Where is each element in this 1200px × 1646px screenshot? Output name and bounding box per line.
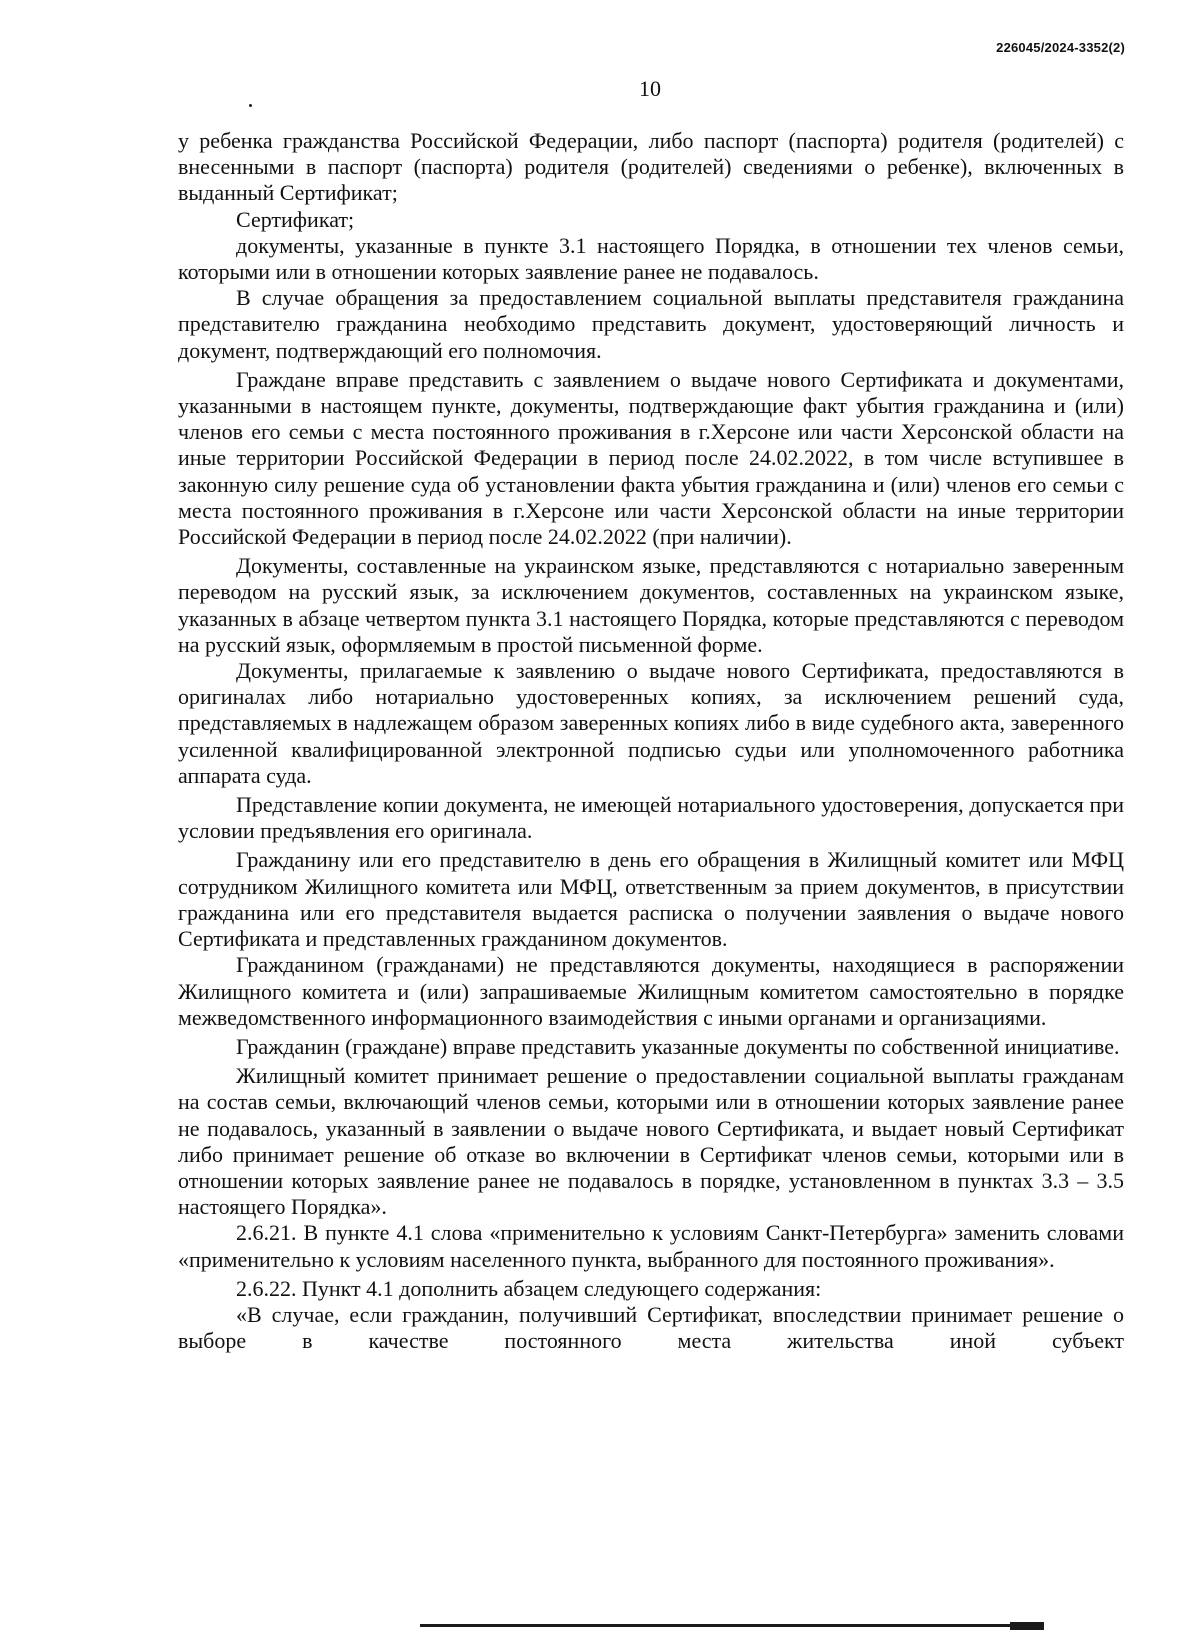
- paragraph: документы, указанные в пункте 3.1 настоящего Порядка, в отношении тех членов семьи, которыми или в отношении которых заявление ранее не подавалось.: [178, 232, 1124, 285]
- paragraph: В случае обращения за предоставлением социальной выплаты представителя гражданина представителю гражданина необходимо представить документ, удостоверяющий личность и документ, подтверждающий его полномочия.: [178, 285, 1124, 363]
- paragraph: Гражданин (граждане) вправе представить указанные документы по собственной инициативе.: [236, 1033, 1120, 1059]
- document-body: [178, 128, 1124, 1354]
- paragraph: Граждане вправе представить с заявлением о выдаче нового Сертификата и документами, указанными в настоящем пункте, документы, подтверждающие факт убытия гражданина и (или) членов его семьи с места постоянного проживания в г.Херсоне или части Херсонской области на иные территории Российской Федерации в период после 24.02.2022, в том числе вступившее в законную силу решение суда об установлении факта убытия гражданина и (или) членов его семьи с места постоянного проживания в г.Херсоне или части Херсонской области на иные территории Российской Федерации в период после 24.02.2022 (при наличии).: [178, 366, 1124, 550]
- paragraph: Гражданином (гражданами) не представляются документы, находящиеся в распоряжении Жилищного комитета и (или) запрашиваемые Жилищным комитетом самостоятельно в порядке межведомственного информационного взаимодействия с иными органами и организациями.: [178, 952, 1124, 1030]
- scan-corner-mark: [1010, 1622, 1044, 1630]
- scan-edge-line: [420, 1624, 1040, 1627]
- paragraph: Сертификат;: [236, 206, 355, 232]
- scan-speck: [249, 104, 252, 107]
- paragraph: 2.6.22. Пункт 4.1 дополнить абзацем следующего содержания:: [236, 1275, 822, 1301]
- paragraph: Гражданину или его представителю в день его обращения в Жилищный комитет или МФЦ сотрудником Жилищного комитета или МФЦ, ответственным за прием документов, в присутствии гражданина или его представителя выдается расписка о получении заявления о выдаче нового Сертификата и представленных гражданином документов.: [178, 847, 1124, 952]
- document-number: 226045/2024-3352(2): [996, 40, 1125, 55]
- paragraph: 2.6.21. В пункте 4.1 слова «применительно к условиям Санкт-Петербурга» заменить словами «применительно к условиям населенного пункта, выбранного для постоянного проживания».: [178, 1220, 1124, 1272]
- paragraph: «В случае, если гражданин, получивший Сертификат, впоследствии принимает решение о выборе в качестве постоянного места жительства иной субъект: [178, 1301, 1124, 1354]
- paragraph: Представление копии документа, не имеющей нотариального удостоверения, допускается при условии предъявления его оригинала.: [178, 792, 1124, 844]
- paragraph: Документы, составленные на украинском языке, представляются с нотариально заверенным переводом на русский язык, за исключением документов, составленных на украинском языке, указанных в абзаце четвертом пункта 3.1 настоящего Порядка, которые представляются с переводом на русский язык, оформляемым в простой письменной форме.: [178, 553, 1124, 657]
- paragraph: Документы, прилагаемые к заявлению о выдаче нового Сертификата, предоставляются в оригиналах либо нотариально удостоверенных копиях, за исключением решений суда, представляемых в надлежащем образом заверенных копиях либо в виде судебного акта, заверенного усиленной квалифицированной электронной подписью судьи или уполномоченного работника аппарата суда.: [178, 658, 1124, 788]
- paragraph: у ребенка гражданства Российской Федерации, либо паспорт (паспорта) родителя (родителей) с внесенными в паспорт (паспорта) родителя (родителей) сведениями о ребенке), включенных в выданный Сертификат;: [178, 128, 1124, 206]
- paragraph: Жилищный комитет принимает решение о предоставлении социальной выплаты гражданам на состав семьи, включающий членов семьи, которыми или в отношении которых заявление ранее не подавалось, указанный в заявлении о выдаче нового Сертификата, и выдает новый Сертификат либо принимает решение об отказе во включении в Сертификат членов семьи, которыми или в отношении которых заявление ранее не подавалось в порядке, установленном в пунктах 3.3 – 3.5 настоящего Порядка».: [178, 1063, 1124, 1220]
- page-number: 10: [639, 76, 661, 101]
